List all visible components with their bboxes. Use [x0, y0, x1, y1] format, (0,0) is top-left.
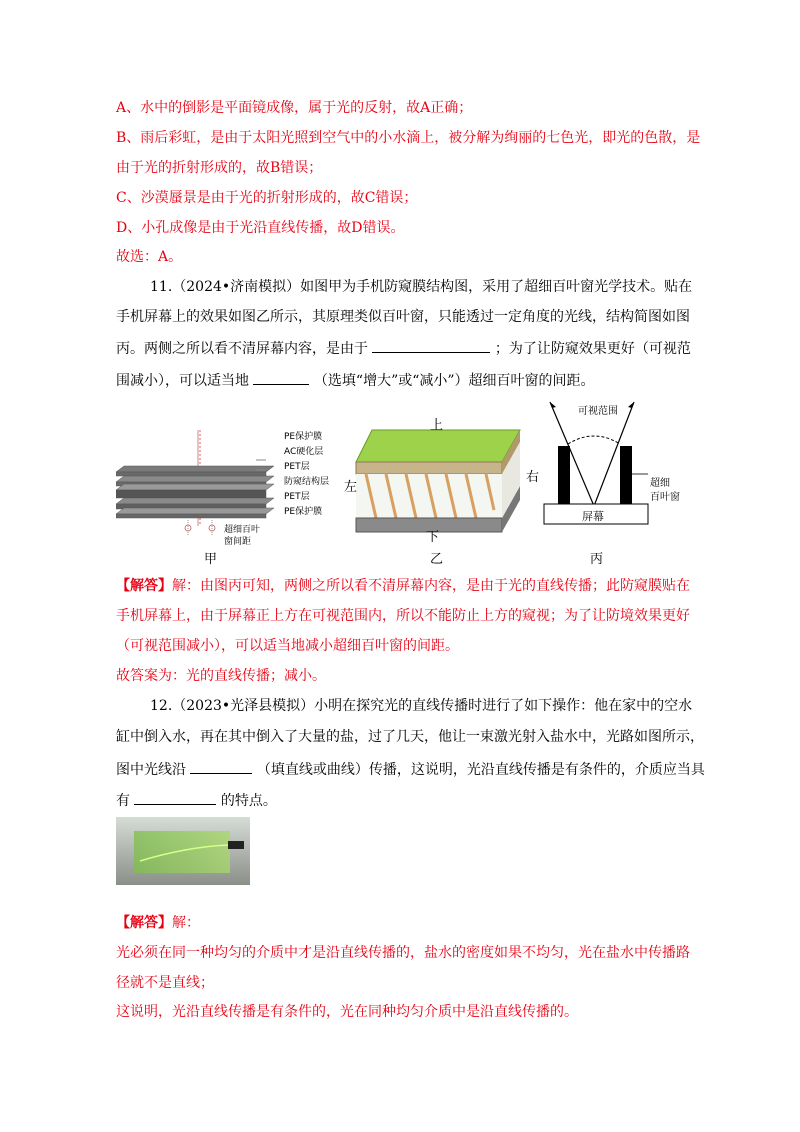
- louver-spacing-label1: 超细百叶: [224, 525, 261, 535]
- question-11-line2: 手机屏幕上的效果如图乙所示，其原理类似百叶窗，只能透过一定角度的光线，结构简图如图: [116, 309, 690, 325]
- direction-left: 左: [344, 480, 358, 495]
- analysis-option-b-line2: 由于光的折射形成的，故B错误；: [116, 160, 323, 176]
- question-12-line4: 有 的特点。: [116, 790, 277, 811]
- figure-b-effect: [342, 410, 542, 567]
- louver-label2: 百叶窗: [650, 492, 680, 503]
- question-11-line1: 11.（2024•济南模拟）如图甲为手机防窥膜结构图，采用了超细百叶窗光学技术。贴在: [150, 279, 693, 295]
- figure-a-caption: 甲: [204, 552, 218, 567]
- answer-11-line3: （可视范围减小），可以适当地减小超细百叶窗的间距。: [116, 638, 459, 654]
- layer-label: PET层: [284, 462, 310, 472]
- photo-illustration: [116, 817, 250, 885]
- figure-a-film-structure: [116, 410, 366, 567]
- answer-blank-3[interactable]: [190, 759, 252, 774]
- analysis-option-d: D、小孔成像是由于光沿直线传播，故D错误。: [116, 220, 405, 236]
- laser-saltwater-photo: [116, 817, 250, 885]
- figure-c-caption: 丙: [590, 552, 604, 567]
- question-12-line1: 12.（2023•光泽县模拟）小明在探究光的直线传播时进行了如下操作：他在家中的空水: [150, 698, 693, 714]
- question-11-line3: 丙。两侧之所以看不清屏幕内容，是由于 ；为了让防窥效果更好（可视范: [116, 338, 691, 359]
- figure-c-schematic: [540, 398, 690, 567]
- layer-label: PE保护膜: [284, 507, 323, 517]
- louver-spacing-label2: 窗间距: [224, 537, 252, 547]
- analysis-option-a: A、水中的倒影是平面镜成像，属于光的反射，故A正确；: [116, 100, 473, 116]
- answer-12-line1: 光必须在同一种均匀的介质中才是沿直线传播的，盐水的密度如果不均匀，光在盐水中传播路: [116, 945, 690, 961]
- answer-11-final: 故答案为：光的直线传播；减小。: [116, 668, 326, 684]
- figure-b-caption: 乙: [430, 552, 444, 567]
- answer-tag: 【解答】: [116, 578, 172, 594]
- layer-label: AC硬化层: [284, 447, 324, 457]
- answer-tag: 【解答】: [116, 915, 172, 931]
- direction-up: 上: [430, 418, 444, 433]
- screen-label: 屏幕: [582, 510, 604, 523]
- answer-11-line1: 【解答】解：由图丙可知，两侧之所以看不清屏幕内容，是由于光的直线传播；此防窥膜贴在: [116, 578, 690, 594]
- direction-down: 下: [426, 530, 440, 545]
- answer-12-line3: 这说明，光沿直线传播是有条件的，光在同种均匀介质中是沿直线传播的。: [116, 1004, 578, 1020]
- layer-label: 防窥结构层: [284, 477, 330, 487]
- answer-11-line2: 手机屏幕上，由于屏幕正上方在可视范围内，所以不能防止上方的窥视；为了让防境效果更好: [116, 608, 690, 624]
- question-11-line4: 围减小），可以适当地 （选填“增大”或“减小”）超细百叶窗的间距。: [116, 370, 595, 391]
- visible-range-label: 可视范围: [578, 406, 618, 417]
- direction-right: 右: [526, 470, 540, 485]
- layer-label: PET层: [284, 492, 310, 502]
- layer-label: PE保护膜: [284, 432, 323, 442]
- answer-12-header: 【解答】解：: [116, 915, 200, 931]
- analysis-choice: 故选：A。: [116, 249, 183, 265]
- analysis-option-b-line1: B、雨后彩虹，是由于太阳光照到空气中的小水滴上，被分解为绚丽的七色光，即光的色散，是: [116, 130, 701, 146]
- answer-12-line2: 径就不是直线；: [116, 975, 214, 991]
- answer-blank-4[interactable]: [134, 790, 216, 805]
- question-number: 11.: [150, 279, 173, 295]
- analysis-option-c: C、沙漠蜃景是由于光的折射形成的，故C错误；: [116, 190, 418, 206]
- answer-blank-1[interactable]: [372, 338, 490, 353]
- answer-blank-2[interactable]: [253, 370, 309, 385]
- layer-label-list: [284, 430, 329, 520]
- louver-label1: 超细: [650, 478, 670, 489]
- question-12-line3: 图中光线沿 （填直线或曲线）传播，这说明，光沿直线传播是有条件的，介质应当具: [116, 759, 705, 780]
- question-12-line2: 缸中倒入水，再在其中倒入了大量的盐，过了几天，他让一束激光射入盐水中，光路如图所示，: [116, 729, 704, 745]
- question-number: 12.: [150, 698, 173, 714]
